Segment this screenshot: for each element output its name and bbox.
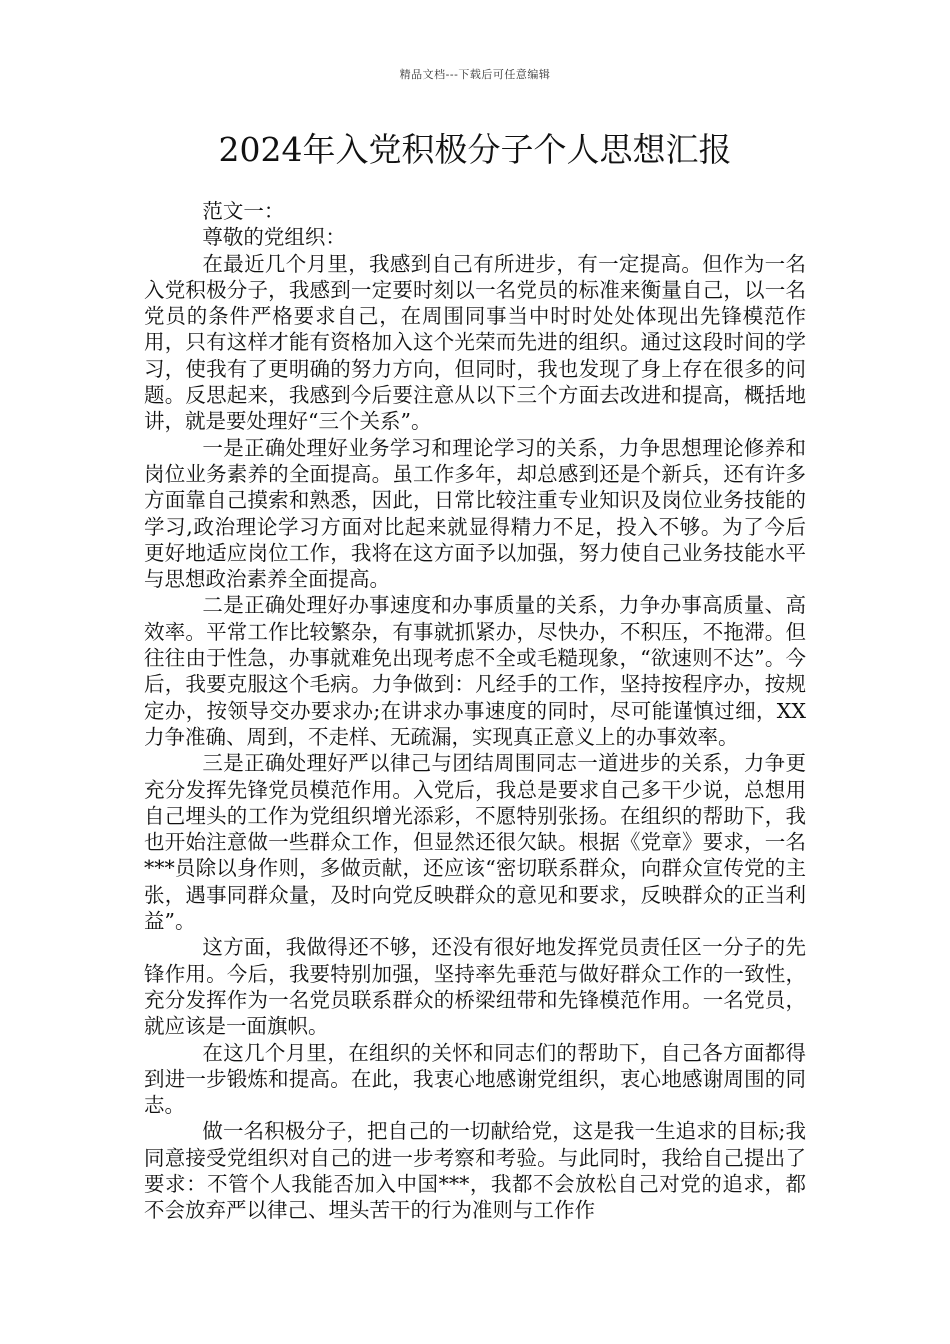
paragraph-commitment: 做一名积极分子，把自己的一切献给党，这是我一生追求的目标;我同意接受党组织对自己的进一步考察和考验。与此同时，我给自己提出了要求：不管个人我能否加入中国***，我都不会放松自己对党的追求，都不会放弃严以律己、埋头苦干的行为准则与工作作 (144, 1119, 806, 1223)
paragraph-salutation: 尊敬的党组织： (202, 225, 346, 250)
header-note: 精品文档---下载后可任意编辑 (399, 68, 551, 81)
paragraph-point-two: 二是正确处理好办事速度和办事质量的关系，力争办事高质量、高效率。平常工作比较繁杂，有事就抓紧办，尽快办，不积压，不拖滞。但往往由于性急，办事就难免出现考虑不全或毛糙现象，“欲速则不达”。今后，我要克服这个毛病。力争做到：凡经手的工作，坚持按程序办，按规定办，按领导交办要求办;在讲求办事速度的同时，尽可能谨慎过细，XX力争准确、周到，不走样、无疏漏，实现真正意义上的办事效率。 (144, 593, 806, 749)
paragraph-shortcomings: 这方面，我做得还不够，还没有很好地发挥党员责任区一分子的先锋作用。今后，我要特别加强，坚持率先垂范与做好群众工作的一致性，充分发挥作为一名党员联系群众的桥梁纽带和先锋模范作用。一名党员，就应该是一面旗帜。 (144, 935, 806, 1039)
paragraph-intro: 在最近几个月里，我感到自己有所进步，有一定提高。但作为一名入党积极分子，我感到一定要时刻以一名党员的标准来衡量自己，以一名党员的条件严格要求自己，在周围同事当中时时处处体现出先锋模范作用，只有这样才能有资格加入这个光荣而先进的组织。通过这段时间的学习，使我有了更明确的努力方向，但同时，我也发现了身上存在很多的问题。反思起来，我感到今后要注意从以下三个方面去改进和提高，概括地讲，就是要处理好“三个关系”。 (144, 251, 806, 434)
paragraph-point-three: 三是正确处理好严以律己与团结周围同志一道进步的关系，力争更充分发挥先锋党员模范作用。入党后，我总是要求自己多干少说，总想用自己埋头的工作为党组织增光添彩，不愿特别张扬。在组织的帮助下，我也开始注意做一些群众工作，但显然还很欠缺。根据《党章》要求，一名***员除以身作则，多做贡献，还应该“密切联系群众，向群众宣传党的主张，遇事同群众量，及时向党反映群众的意见和要求，反映群众的正当利益”。 (144, 751, 806, 934)
document-title: 2024年入党积极分子个人思想汇报 (218, 130, 732, 169)
paragraph-gratitude: 在这几个月里，在组织的关怀和同志们的帮助下，自己各方面都得到进一步锻炼和提高。在此，我衷心地感谢党组织，衷心地感谢周围的同志。 (144, 1040, 806, 1118)
paragraph-point-one: 一是正确处理好业务学习和理论学习的关系，力争思想理论修养和岗位业务素养的全面提高。虽工作多年，却总感到还是个新兵，还有许多方面靠自己摸索和熟悉，因此，日常比较注重专业知识及岗位业务技能的学习,政治理论学习方面对比起来就显得精力不足，投入不够。为了今后更好地适应岗位工作，我将在这方面予以加强，努力使自己业务技能水平与思想政治素养全面提高。 (144, 435, 806, 592)
document-body (144, 198, 806, 1224)
paragraph-sample-label: 范文一： (202, 199, 285, 223)
